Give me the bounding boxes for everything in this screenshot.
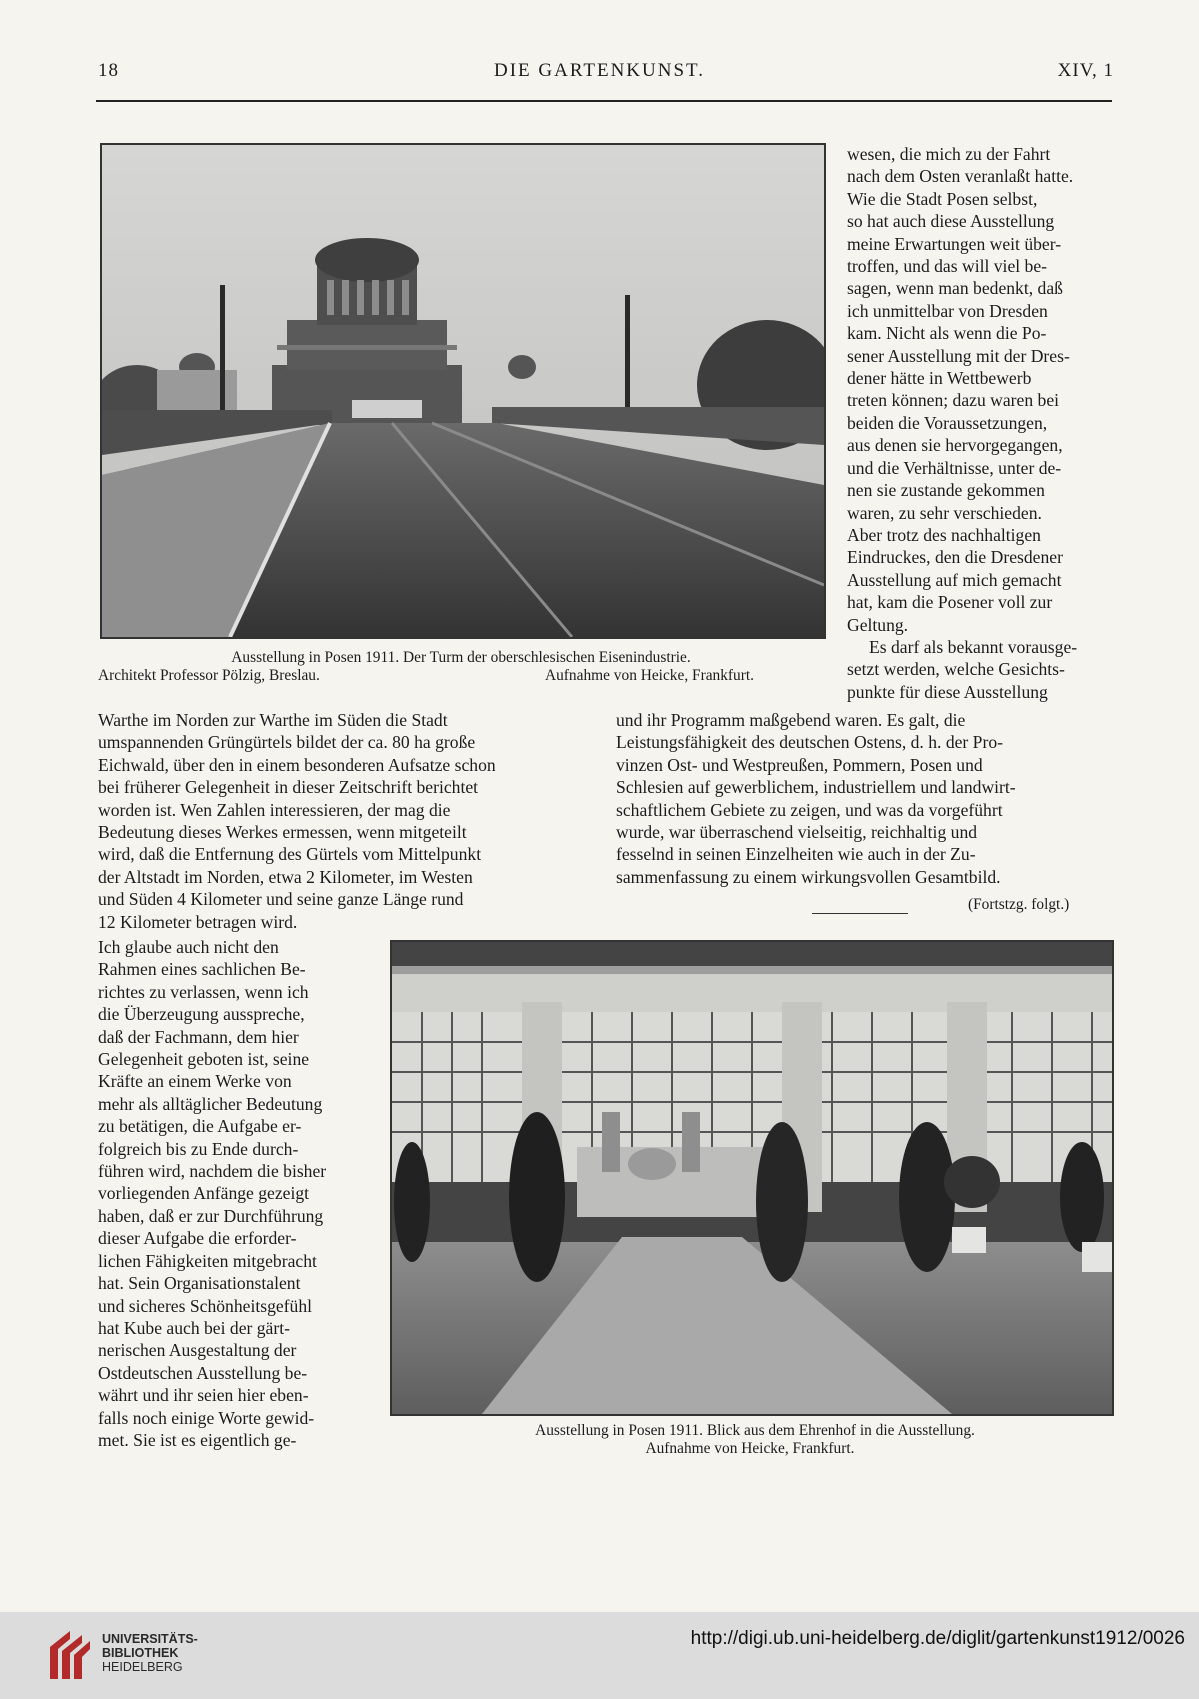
text-line: Kräfte an einem Werke von — [98, 1071, 292, 1092]
figure1-caption: Ausstellung in Posen 1911. Der Turm der oberschlesischen Eisenindustrie. — [231, 649, 691, 666]
left-column-bottom — [98, 936, 363, 1451]
text-line: der Altstadt im Norden, etwa 2 Kilometer, im Westen — [98, 866, 473, 887]
text-line: hat Kube auch bei der gärt- — [98, 1317, 290, 1338]
text-line: Aber trotz des nachhaltigen — [847, 524, 1041, 545]
text-line: wird, daß die Entfernung des Gürtels vom Mittelpunkt — [98, 844, 482, 865]
right-column-top — [847, 143, 1111, 703]
library-line: HEIDELBERG — [102, 1660, 183, 1674]
text-line: treten können; dazu waren bei — [847, 390, 1060, 411]
text-line: sener Ausstellung mit der Dres- — [847, 345, 1070, 366]
text-line: nerischen Ausgestaltung der — [98, 1340, 297, 1361]
text-line: die Überzeugung ausspreche, — [98, 1004, 305, 1025]
text-line: schaftlichem Gebiete zu zeigen, und was da vorgeführt — [616, 799, 1003, 820]
text-line: Geltung. — [847, 614, 909, 635]
text-line: hat, kam die Posener voll zur — [847, 592, 1053, 613]
text-line: Gelegenheit geboten ist, seine — [98, 1049, 310, 1070]
text-line: so hat auch diese Ausstellung — [847, 211, 1055, 232]
text-line: Wie die Stadt Posen selbst, — [847, 188, 1038, 209]
left-column-mid — [98, 709, 590, 933]
text-line: beiden die Voraussetzungen, — [847, 412, 1048, 433]
right-column-mid — [616, 709, 1111, 888]
text-line: lichen Fähigkeiten mitgebracht — [98, 1250, 317, 1271]
text-line: dener hätte in Wettbewerb — [847, 368, 1032, 389]
library-logo-icon — [46, 1627, 94, 1688]
text-line: Bedeutung dieses Werkes ermessen, wenn mitgeteilt — [98, 822, 467, 843]
text-line: met. Sie ist es eigentlich ge- — [98, 1429, 297, 1450]
text-line: folgreich bis zu Ende durch- — [98, 1138, 299, 1159]
section-rule — [812, 913, 908, 914]
figure2-credit: Aufnahme von Heicke, Frankfurt. — [645, 1440, 855, 1457]
text-line: und Süden 4 Kilometer und seine ganze Länge rund — [98, 889, 464, 910]
text-line: Schlesien auf gewerblichem, industriellem und landwirt- — [616, 777, 1016, 798]
text-line: richtes zu verlassen, wenn ich — [98, 981, 309, 1002]
text-line: sagen, wenn man bedenkt, daß — [847, 278, 1063, 299]
text-line: aus denen sie hervorgegangen, — [847, 435, 1063, 456]
text-line: und ihr Programm maßgebend waren. Es galt, die — [616, 710, 966, 730]
text-line: umspannenden Grüngürtels bildet der ca. 80 ha große — [98, 732, 476, 753]
header-rule — [96, 100, 1112, 102]
text-line: Ostdeutschen Ausstellung be- — [98, 1362, 308, 1383]
text-line: troffen, und das will viel be- — [847, 256, 1047, 277]
text-line: ich unmittelbar von Dresden — [847, 300, 1048, 321]
text-line: kam. Nicht als wenn die Po- — [847, 323, 1047, 344]
text-line: Eindruckes, den die Dresdener — [847, 547, 1063, 568]
text-line: vorliegenden Anfänge gezeigt — [98, 1183, 310, 1204]
text-line: wurde, war überraschend vielseitig, reichhaltig und — [616, 822, 978, 843]
figure1-credit: Aufnahme von Heicke, Frankfurt. — [545, 667, 754, 684]
text-line: falls noch einige Worte gewid- — [98, 1407, 315, 1428]
text-line: haben, daß er zur Durchführung — [98, 1205, 324, 1226]
text-line: Es darf als bekannt vorausge- — [869, 636, 1078, 657]
text-line: Warthe im Norden zur Warthe im Süden die Stadt — [98, 710, 448, 730]
figure2-caption: Ausstellung in Posen 1911. Blick aus dem Ehrenhof in die Ausstellung. — [535, 1422, 975, 1439]
journal-title: DIE GARTENKUNST. — [494, 60, 705, 81]
text-line: worden ist. Wen Zahlen interessieren, der mag die — [98, 799, 451, 820]
text-line: wesen, die mich zu der Fahrt — [847, 144, 1051, 164]
text-line: fesselnd in seinen Einzelheiten wie auch in der Zu- — [616, 844, 976, 865]
text-line: dieser Aufgabe die erforder- — [98, 1228, 297, 1249]
library-line: UNIVERSITÄTS- — [102, 1632, 198, 1646]
text-line: hat. Sein Organisationstalent — [98, 1273, 301, 1294]
text-line: punkte für diese Ausstellung — [847, 681, 1048, 702]
text-line: Leistungsfähigkeit des deutschen Ostens, d. h. der Pro- — [616, 732, 1003, 753]
text-line: nach dem Osten veranlaßt hatte. — [847, 166, 1074, 187]
text-line: sammenfassung zu einem wirkungsvollen Gesamtbild. — [616, 866, 1001, 887]
text-line: Ich glaube auch nicht den — [98, 937, 279, 957]
text-line: waren, zu sehr verschieden. — [847, 502, 1042, 523]
photo-tower-bridge — [100, 143, 826, 639]
text-line: und die Verhältnisse, unter de- — [847, 457, 1062, 478]
library-line: BIBLIOTHEK — [102, 1646, 179, 1660]
text-line: und sicheres Schönheitsgefühl — [98, 1295, 313, 1316]
photo-ehrenhof — [390, 940, 1114, 1416]
continued-note: (Fortstzg. folgt.) — [968, 896, 1070, 913]
text-line: zu betätigen, die Aufgabe er- — [98, 1116, 302, 1137]
text-line: vinzen Ost- und Westpreußen, Pommern, Posen und — [616, 754, 983, 775]
text-line: Eichwald, über den in einem besonderen Aufsatze schon — [98, 754, 496, 775]
text-line: Ausstellung auf mich gemacht — [847, 569, 1062, 590]
text-line: bei früherer Gelegenheit in dieser Zeitschrift berichtet — [98, 777, 479, 798]
text-line: führen wird, nachdem die bisher — [98, 1161, 327, 1182]
text-line: meine Erwartungen weit über- — [847, 233, 1062, 254]
text-line: Rahmen eines sachlichen Be- — [98, 959, 306, 980]
text-line: daß der Fachmann, dem hier — [98, 1026, 299, 1047]
permalink-url[interactable]: http://digi.ub.uni-heidelberg.de/diglit/gartenkunst1912/0026 — [690, 1628, 1185, 1649]
figure1-architect: Architekt Professor Pölzig, Breslau. — [98, 667, 320, 684]
text-line: setzt werden, welche Gesichts- — [847, 659, 1065, 680]
library-name — [102, 1632, 198, 1674]
text-line: mehr als alltäglicher Bedeutung — [98, 1093, 323, 1114]
text-line: währt und ihr seien hier eben- — [98, 1385, 309, 1406]
volume-number: XIV, 1 — [1057, 60, 1114, 81]
page-number: 18 — [98, 60, 119, 81]
text-line: nen sie zustande gekommen — [847, 480, 1045, 501]
text-line: 12 Kilometer betragen wird. — [98, 911, 298, 932]
